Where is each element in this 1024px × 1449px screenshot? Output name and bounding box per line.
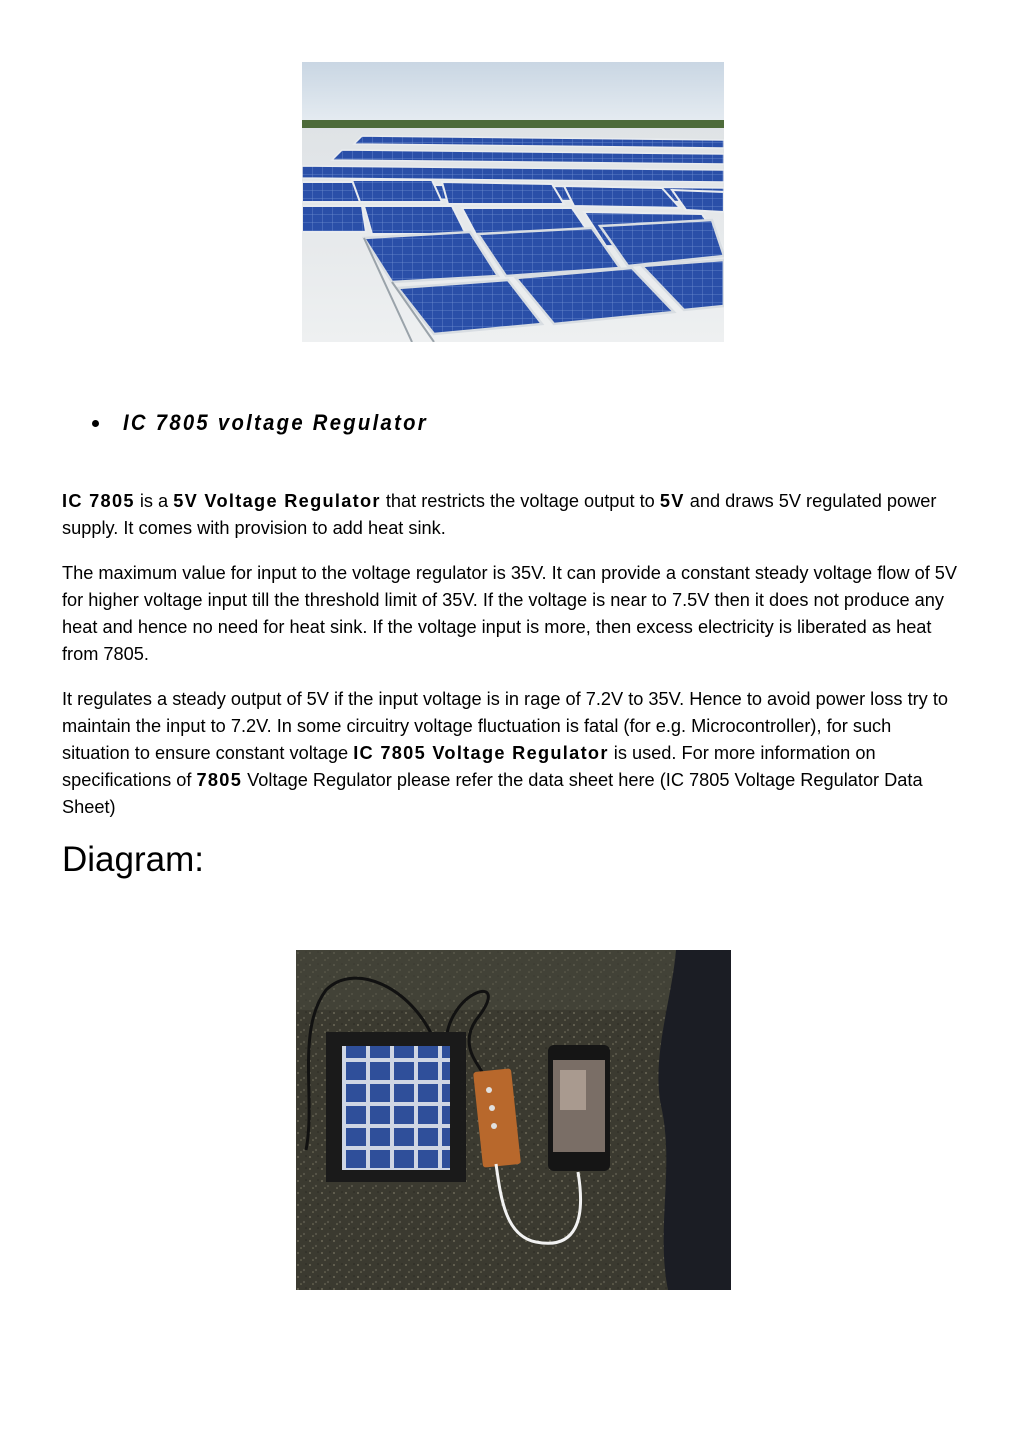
- bullet-heading-row: [92, 410, 454, 436]
- section-heading: IC 7805 voltage Regulator: [123, 410, 428, 435]
- text-run: is used. For more information on specifications of: [62, 743, 876, 790]
- text-run: and draws 5V regulated power supply. It comes with provision to add heat sink.: [62, 491, 937, 538]
- text-run: Voltage Regulator please refer the data sheet here (IC 7805 Voltage Regulator Data Sheet): [62, 770, 923, 817]
- solar-panels-photo: [302, 62, 724, 342]
- paragraph-regulation: [62, 686, 962, 821]
- bold-term: IC 7805: [62, 491, 135, 511]
- bold-term: IC 7805 Voltage Regulator: [353, 743, 609, 763]
- paragraph-max-input: [62, 560, 962, 668]
- diagram-heading: Diagram:: [62, 840, 204, 879]
- text-run: is a: [134, 491, 174, 511]
- bullet-icon: [92, 420, 99, 427]
- bold-term: 7805: [196, 770, 243, 790]
- text-run: It regulates a steady output of 5V if the input voltage is in rage of 7.2V to 35V. Hence to avoid power loss try to maintain the input to 7.2V. In some circuitry voltage fluctuation is fatal (for e.g. Microcontroller), for such situation to ensure constant voltage: [62, 689, 949, 763]
- paragraph-ic7805-intro: [62, 488, 962, 542]
- bold-term: 5V: [659, 491, 685, 511]
- bold-term: 5V Voltage Regulator: [173, 491, 381, 511]
- solar-charger-photo: [296, 950, 731, 1290]
- paragraph-text: The maximum value for input to the voltage regulator is 35V. It can provide a constant steady voltage flow of 5V for higher voltage input till the threshold limit of 35V. If the voltage is near to 7.5V then it does not produce any heat and hence no need for heat sink. If the voltage input is more, then excess electricity is liberated as heat from 7805.: [62, 563, 958, 664]
- text-run: that restricts the voltage output to: [380, 491, 660, 511]
